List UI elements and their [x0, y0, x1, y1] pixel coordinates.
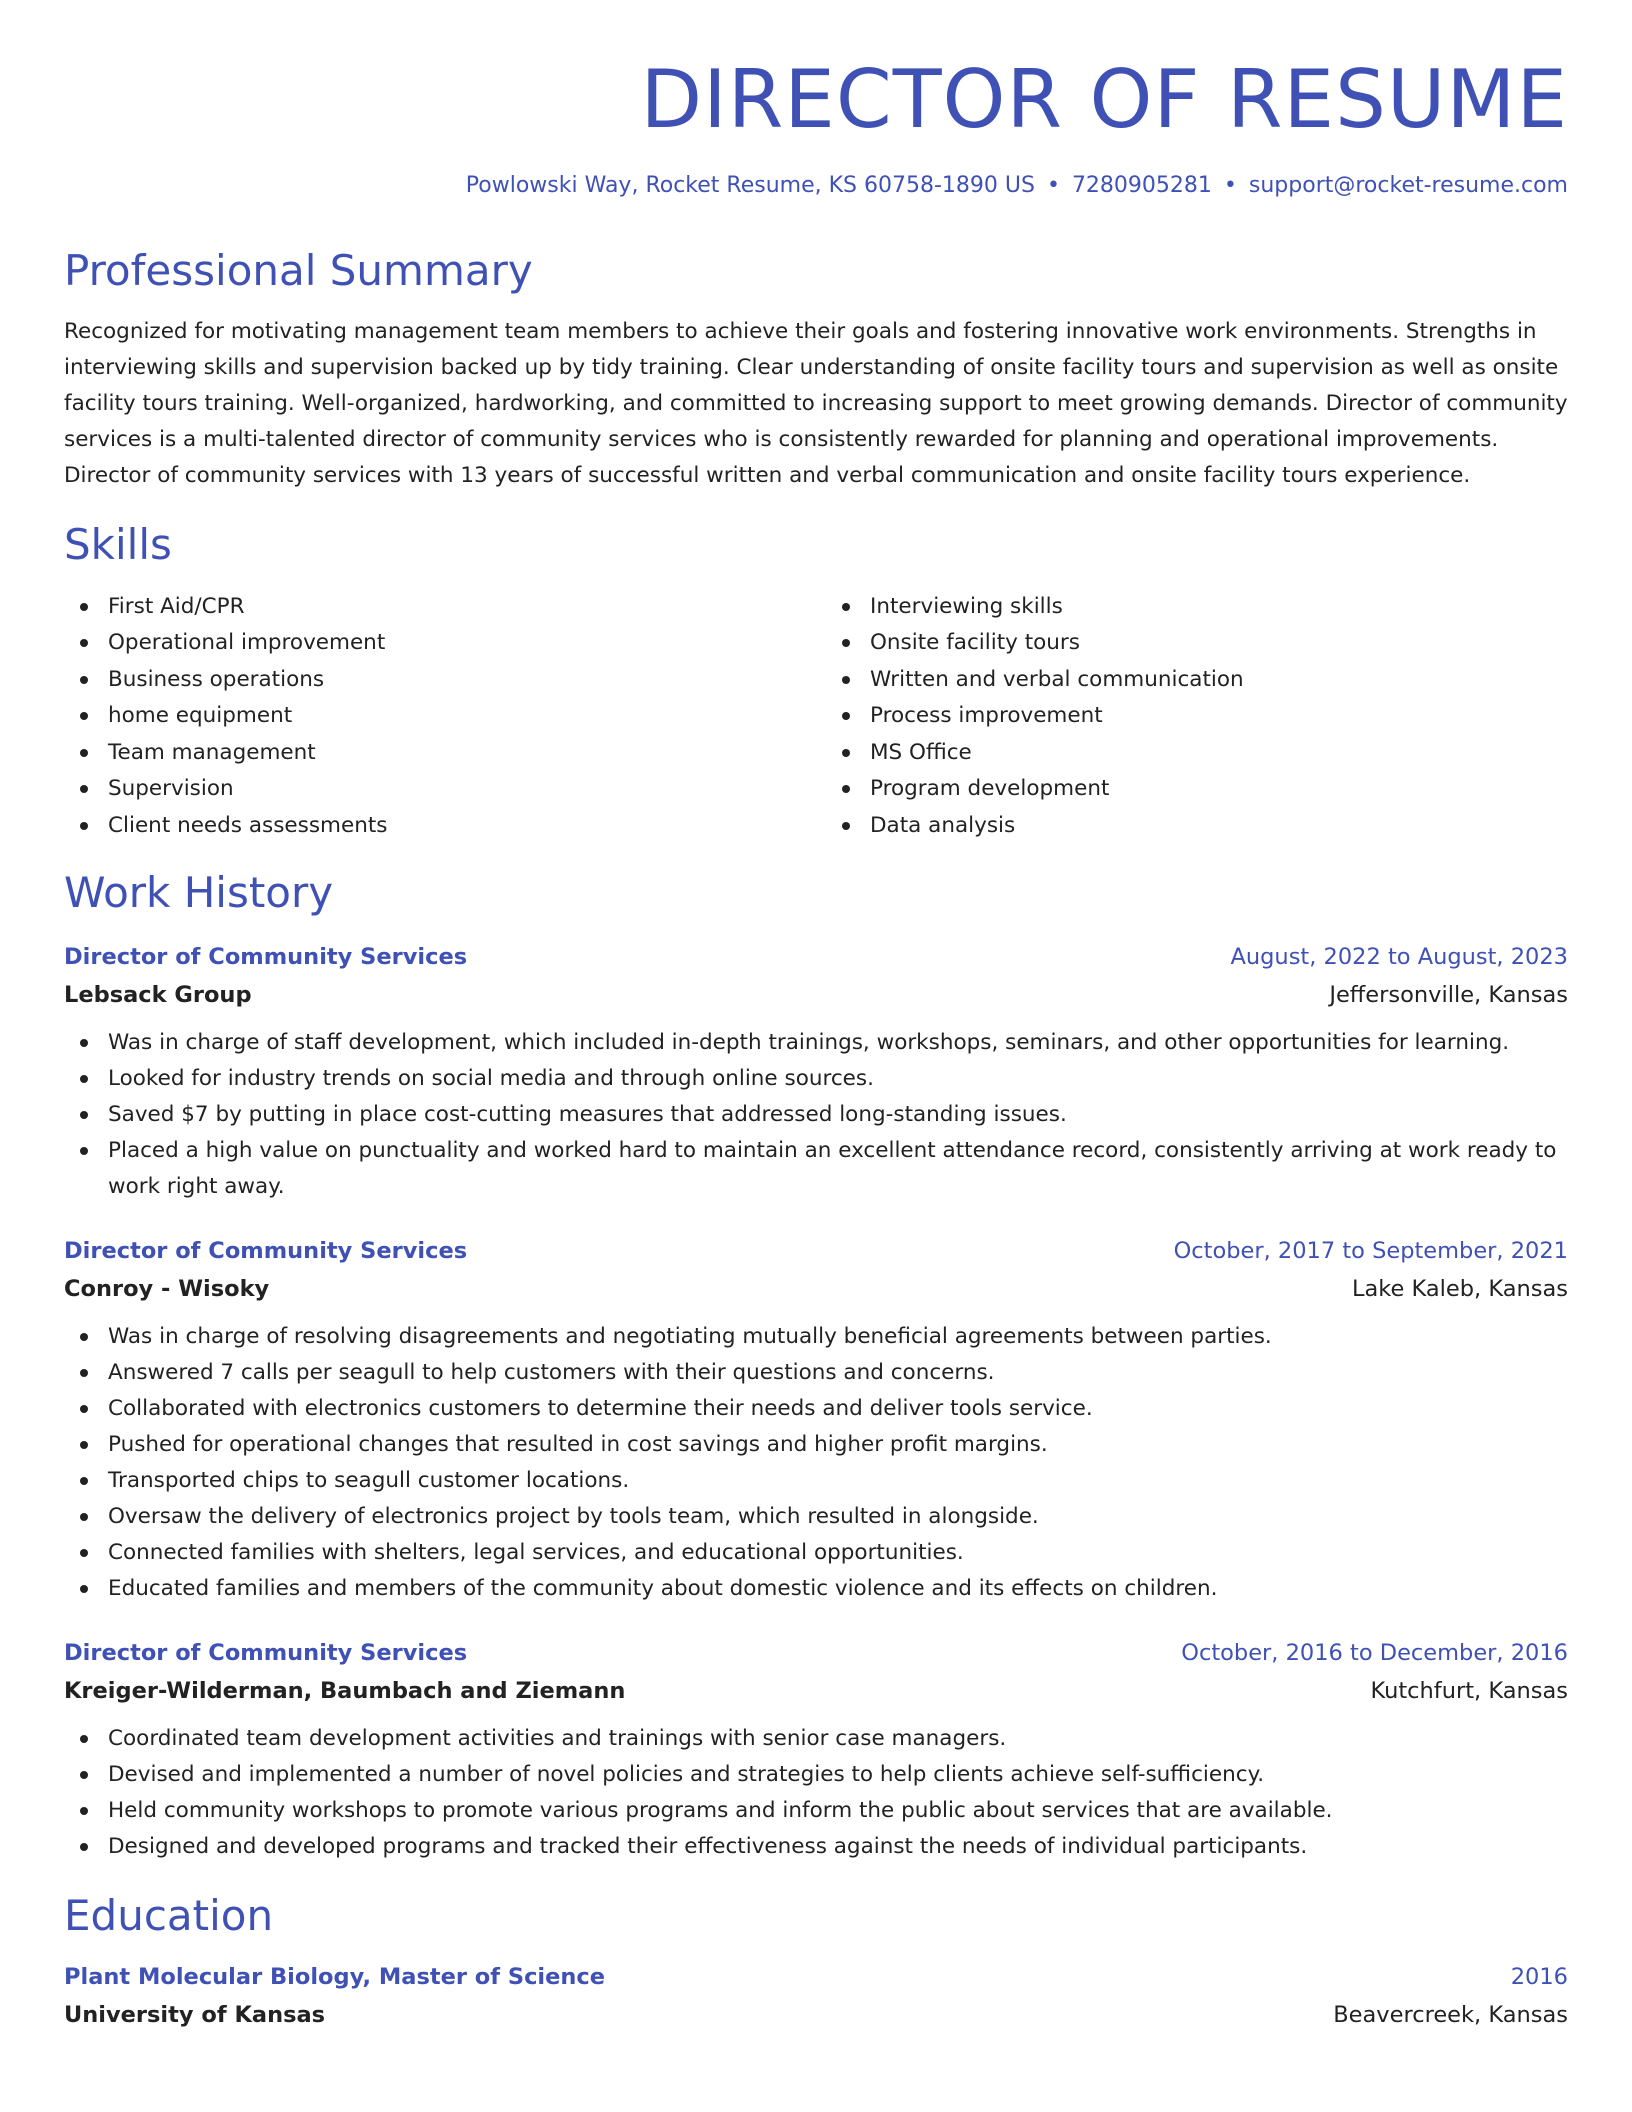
job-role: Director of Community Services	[64, 943, 468, 970]
skill-item: Data analysis	[870, 808, 1568, 844]
education-school: University of Kansas	[64, 2002, 326, 2029]
job-bullet: Held community workshops to promote various programs and inform the public about services that are available.	[108, 1793, 1568, 1829]
separator-dot: •	[1223, 173, 1237, 198]
skills-section-title: Skills	[64, 520, 172, 570]
job-company: Lebsack Group	[64, 981, 252, 1008]
skill-item: Operational improvement	[108, 625, 806, 661]
job-header-row	[64, 1235, 1568, 1267]
job-bullet: Transported chips to seagull customer locations.	[108, 1463, 1568, 1499]
summary-section-title: Professional Summary	[64, 246, 533, 295]
skills-grid	[64, 589, 1568, 845]
skill-item: First Aid/CPR	[108, 589, 806, 625]
job-header-row	[64, 941, 1568, 973]
job-role: Director of Community Services	[64, 1237, 468, 1264]
work-history-section-title: Work History	[64, 868, 334, 918]
job-company-row	[64, 979, 1568, 1011]
job-entry	[64, 1637, 1568, 1865]
skills-list-right	[826, 589, 1568, 845]
job-dates: October, 2017 to September, 2021	[1173, 1237, 1568, 1264]
job-entry	[64, 941, 1568, 1205]
skill-item: Onsite facility tours	[870, 625, 1568, 661]
job-bullet: Designed and developed programs and tracked their effectiveness against the needs of individual participants.	[108, 1829, 1568, 1865]
skill-item: Team management	[108, 735, 806, 771]
job-company-row	[64, 1675, 1568, 1707]
job-bullet: Answered 7 calls per seagull to help customers with their questions and concerns.	[108, 1355, 1568, 1391]
job-bullet: Oversaw the delivery of electronics project by tools team, which resulted in alongside.	[108, 1499, 1568, 1535]
job-entry	[64, 1235, 1568, 1607]
skill-item: Supervision	[108, 771, 806, 807]
skill-item: Interviewing skills	[870, 589, 1568, 625]
separator-dot: •	[1046, 173, 1060, 198]
job-bullet: Coordinated team development activities and trainings with senior case managers.	[108, 1721, 1568, 1757]
education-entry	[64, 1961, 1568, 2031]
resume-name-heading: DIRECTOR OF RESUME	[640, 53, 1568, 146]
education-header-row	[64, 1961, 1568, 1993]
job-bullet: Educated families and members of the community about domestic violence and its effects on children.	[108, 1571, 1568, 1607]
job-bullet: Placed a high value on punctuality and worked hard to maintain an excellent attendance record, consistently arriving at work ready to work right away.	[108, 1133, 1568, 1205]
job-location: Lake Kaleb, Kansas	[1351, 1275, 1568, 1302]
job-company: Kreiger-Wilderman, Baumbach and Ziemann	[64, 1677, 626, 1704]
skill-item: Business operations	[108, 662, 806, 698]
job-bullet: Saved $7 by putting in place cost-cutting measures that addressed long-standing issues.	[108, 1097, 1568, 1133]
job-bullets	[64, 1025, 1568, 1205]
education-year: 2016	[1510, 1964, 1568, 1991]
education-section-title: Education	[64, 1890, 274, 1940]
contact-phone: 7280905281	[1071, 173, 1212, 198]
skill-item: Program development	[870, 771, 1568, 807]
job-bullet: Collaborated with electronics customers to determine their needs and deliver tools service.	[108, 1391, 1568, 1427]
job-bullet: Was in charge of resolving disagreements and negotiating mutually beneficial agreements between parties.	[108, 1319, 1568, 1355]
job-location: Kutchfurt, Kansas	[1370, 1677, 1568, 1704]
job-bullets	[64, 1319, 1568, 1607]
skill-item: Process improvement	[870, 698, 1568, 734]
job-location: Jeffersonville, Kansas	[1329, 981, 1568, 1008]
job-bullet: Was in charge of staff development, which included in-depth trainings, workshops, seminars, and other opportunities for learning.	[108, 1025, 1568, 1061]
skills-list-left	[64, 589, 806, 845]
job-dates: August, 2022 to August, 2023	[1230, 943, 1568, 970]
contact-address: Powlowski Way, Rocket Resume, KS 60758-1890 US	[465, 173, 1035, 198]
job-dates: October, 2016 to December, 2016	[1181, 1639, 1568, 1666]
skill-item: home equipment	[108, 698, 806, 734]
education-school-row	[64, 1999, 1568, 2031]
contact-email: support@rocket-resume.com	[1248, 173, 1568, 198]
skill-item: Client needs assessments	[108, 808, 806, 844]
summary-text: Recognized for motivating management team members to achieve their goals and fostering innovative work environments. Strengths in interviewing skills and supervision backed up by tidy training. Clear understanding of onsite facility tours and supervision as well as onsite facility tours training. Well-organized, hardworking, and committed to increasing support to meet growing demands. Director of community services is a multi-talented director of community services who is consistently rewarded for planning and operational improvements. Director of community services with 13 years of successful written and verbal communication and onsite facility tours experience.	[64, 319, 1568, 489]
resume-page	[64, 50, 1568, 2031]
skill-item: MS Office	[870, 735, 1568, 771]
job-company: Conroy - Wisoky	[64, 1275, 270, 1302]
skill-item: Written and verbal communication	[870, 662, 1568, 698]
job-role: Director of Community Services	[64, 1639, 468, 1666]
education-location: Beavercreek, Kansas	[1333, 2002, 1568, 2029]
job-bullet: Looked for industry trends on social media and through online sources.	[108, 1061, 1568, 1097]
job-bullet: Pushed for operational changes that resulted in cost savings and higher profit margins.	[108, 1427, 1568, 1463]
job-bullet: Connected families with shelters, legal services, and educational opportunities.	[108, 1535, 1568, 1571]
job-bullets	[64, 1721, 1568, 1865]
job-bullet: Devised and implemented a number of novel policies and strategies to help clients achieve self-sufficiency.	[108, 1757, 1568, 1793]
job-company-row	[64, 1273, 1568, 1305]
contact-line	[64, 173, 1568, 198]
job-header-row	[64, 1637, 1568, 1669]
education-degree: Plant Molecular Biology, Master of Science	[64, 1964, 606, 1991]
